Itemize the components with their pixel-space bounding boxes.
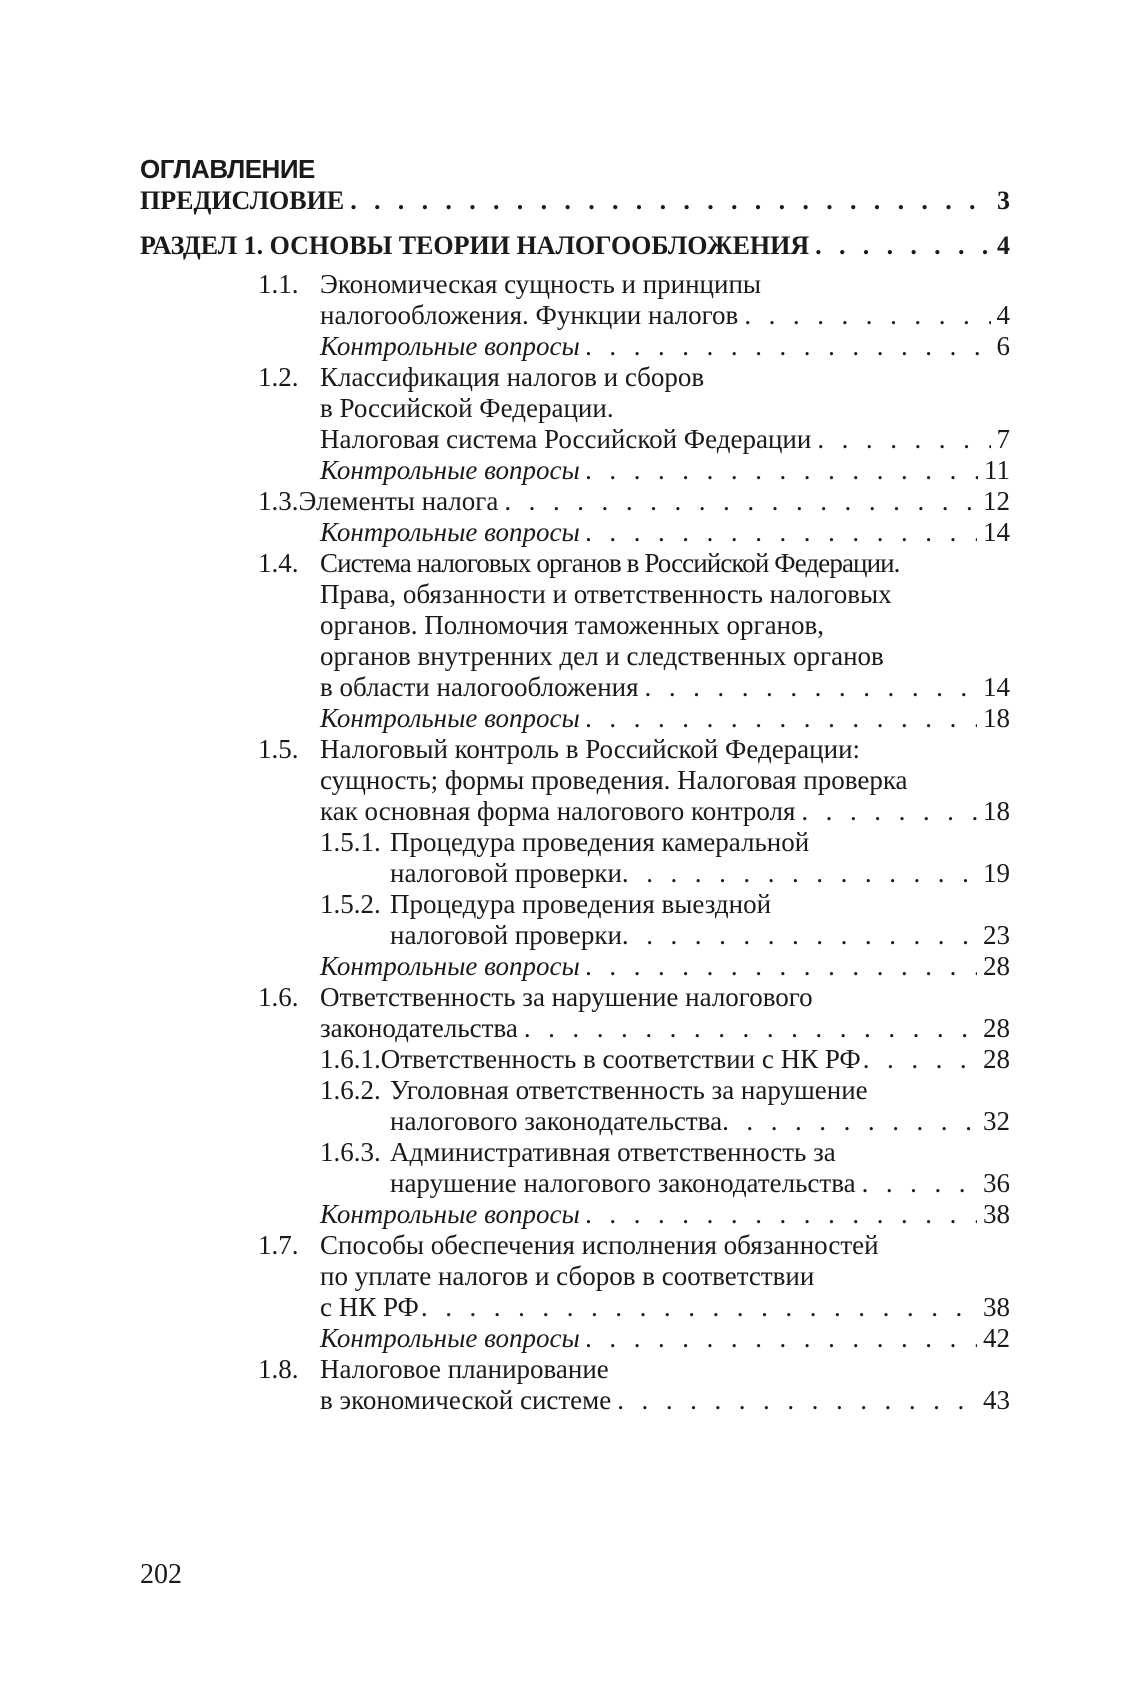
toc-entry-1-2-cont[interactable] [320,422,1010,456]
dot-leader [744,298,990,332]
dot-leader [617,1383,977,1417]
entry-line: органов. Полномочия таможенных органов, [320,610,824,640]
toc-entry-preface[interactable] [140,184,1010,218]
dot-leader [645,670,977,704]
entry-line: налоговой проверки [390,858,622,888]
toc-questions-1-7[interactable] [320,1321,1010,1355]
entry-number: 1.3. [258,486,299,516]
page-ref: 43 [983,1385,1010,1415]
dot-leader [722,1104,977,1138]
dot-leader [586,949,977,983]
page-ref: 32 [983,1106,1010,1136]
page-ref: 12 [983,486,1010,516]
dot-leader [863,1042,977,1076]
entry-line: налоговой проверки [390,920,622,950]
toc-entry-1-5-1-cont[interactable] [390,856,1010,890]
toc-entry-1-6-2[interactable] [320,1073,1010,1107]
entry-number: 1.6. [258,982,299,1012]
toc-questions-1-2[interactable] [320,453,1010,487]
entry-line: как основная форма налогового контроля [320,796,796,826]
dot-leader [586,453,978,487]
toc-entry-1-6-cont[interactable] [320,1011,1010,1045]
page-number: 202 [140,1559,182,1590]
entry-line: Система налоговых органов в Российской Федерации. [320,548,900,578]
entry-line: в области налогообложения [320,672,639,702]
entry-line: Контрольные вопросы [320,331,580,361]
dot-leader [815,229,991,263]
entry-line: Ответственность в соответствии с НК РФ [380,1044,861,1074]
entry-number: 1.5.2. [320,889,381,919]
toc-entry-1-5[interactable] [258,732,1010,766]
entry-line: Способы обеспечения исполнения обязанностей [320,1230,879,1260]
entry-number: 1.6.2. [320,1075,381,1105]
page-ref: 28 [983,1044,1010,1074]
entry-number: 1.7. [258,1230,299,1260]
page-ref: 38 [983,1292,1010,1322]
dot-leader [801,794,977,828]
page-ref: 3 [997,186,1010,215]
toc-entry-1-6-3[interactable] [320,1135,1010,1169]
toc-questions-1-1[interactable] [320,329,1010,363]
page-ref: 23 [983,920,1010,950]
toc-entry-1-7-cont [320,1259,1010,1293]
entry-line: по уплате налогов и сборов в соответствии [320,1261,815,1291]
page-ref: 18 [983,796,1010,826]
entry-line: Процедура проведения камеральной [390,827,810,857]
dot-leader [586,329,991,363]
page-ref: 38 [983,1199,1010,1229]
dot-leader [817,422,990,456]
page-ref: 28 [983,951,1010,981]
entry-line: нарушение налогового законодательства [390,1168,856,1198]
dot-leader [350,184,991,218]
entry-number: 1.2. [258,362,299,392]
entry-line: с НК РФ [320,1292,419,1322]
entry-title: РАЗДЕЛ 1. ОСНОВЫ ТЕОРИИ НАЛОГООБЛОЖЕНИЯ [140,231,810,260]
dot-leader [586,1321,977,1355]
toc-entry-1-5-cont [320,763,1010,797]
page-ref: 28 [983,1013,1010,1043]
toc-entry-1-6-1[interactable] [320,1042,1010,1076]
entry-line: Уголовная ответственность за нарушение [390,1075,868,1105]
entry-line: Контрольные вопросы [320,951,580,981]
entry-line: Права, обязанности и ответственность налоговых [320,579,892,609]
toc-entry-1-8-cont[interactable] [320,1383,1010,1417]
entry-line: Процедура проведения выездной [390,889,772,919]
entry-line: Контрольные вопросы [320,703,580,733]
toc-entry-section-1[interactable] [140,229,1010,263]
entry-line: Налоговое планирование [320,1354,609,1384]
entry-line: Налоговая система Российской Федерации [320,424,812,454]
entry-number: 1.5. [258,734,299,764]
dot-leader [586,701,977,735]
page-ref: 14 [983,517,1010,547]
entry-line: Налоговый контроль в Российской Федерации: [320,734,861,764]
page-ref: 4 [997,231,1010,260]
toc-entry-1-6[interactable] [258,980,1010,1014]
toc-entry-1-6-2-cont[interactable] [390,1104,1010,1138]
page-ref: 4 [996,300,1010,330]
page-ref: 11 [984,455,1010,485]
page-ref: 36 [983,1168,1010,1198]
toc-heading: ОГЛАВЛЕНИЕ [140,154,315,184]
page-ref: 6 [996,331,1010,361]
toc-entry-1-4-cont [320,639,1010,673]
page-ref: 7 [996,424,1010,454]
entry-line: Контрольные вопросы [320,1323,580,1353]
entry-line: сущность; формы проведения. Налоговая проверка [320,765,908,795]
entry-line: законодательства [320,1013,518,1043]
toc-entry-1-1-cont[interactable] [320,298,1010,332]
dot-leader [421,1290,977,1324]
entry-line: Контрольные вопросы [320,517,580,547]
dot-leader [622,918,977,952]
dot-leader [524,1011,977,1045]
page-ref: 42 [983,1323,1010,1353]
dot-leader [586,1197,977,1231]
toc-entry-1-8[interactable] [258,1352,1010,1386]
entry-number: 1.4. [258,548,299,578]
toc-entry-1-4-cont [320,608,1010,642]
entry-number: 1.6.3. [320,1137,381,1167]
entry-line: органов внутренних дел и следственных органов [320,641,884,671]
entry-line: налогового законодательства [390,1106,723,1136]
entry-line: Ответственность за нарушение налогового [320,982,813,1012]
entry-number: 1.5.1. [320,827,381,857]
page-ref: 18 [983,703,1010,733]
toc-entry-1-4[interactable] [258,546,1010,580]
entry-line: налогообложения. Функции налогов [320,300,739,330]
entry-line: в экономической системе [320,1385,612,1415]
entry-number: 1.6.1. [320,1044,381,1074]
toc-questions-1-4[interactable] [320,701,1010,735]
entry-number: 1.1. [258,269,299,299]
dot-leader [622,856,977,890]
toc-entry-1-5-2[interactable] [320,887,1010,921]
toc-questions-1-5[interactable] [320,949,1010,983]
entry-line: в Российской Федерации. [320,393,614,423]
entry-line: Элементы налога [298,486,499,516]
toc-entry-1-5-2-cont[interactable] [390,918,1010,952]
toc-entry-1-2[interactable] [258,360,1010,394]
toc-entry-1-5-1[interactable] [320,825,1010,859]
toc-entry-1-2-cont [320,391,1010,425]
entry-line: Административная ответственность за [390,1137,836,1167]
toc-entry-1-1[interactable] [258,267,1010,301]
page-ref: 19 [983,858,1010,888]
toc-entry-1-3[interactable] [258,484,1010,518]
entry-line: Контрольные вопросы [320,1199,580,1229]
dot-leader [862,1166,977,1200]
entry-line: Экономическая сущность и принципы [320,269,762,299]
entry-line: Контрольные вопросы [320,455,580,485]
toc-entry-1-6-3-cont[interactable] [390,1166,1010,1200]
toc-entry-1-4-cont [320,577,1010,611]
toc-questions-1-6[interactable] [320,1197,1010,1231]
dot-leader [586,515,977,549]
entry-title: ПРЕДИСЛОВИЕ [140,186,345,215]
toc-entry-1-4-cont[interactable] [320,670,1010,704]
toc-questions-1-3[interactable] [320,515,1010,549]
dot-leader [504,484,977,518]
entry-number: 1.8. [258,1354,299,1384]
toc-entry-1-7[interactable] [258,1228,1010,1262]
toc-entry-1-5-cont[interactable] [320,794,1010,828]
toc-entry-1-7-cont[interactable] [320,1290,1010,1324]
page-ref: 14 [983,672,1010,702]
entry-line: Классификация налогов и сборов [320,362,705,392]
